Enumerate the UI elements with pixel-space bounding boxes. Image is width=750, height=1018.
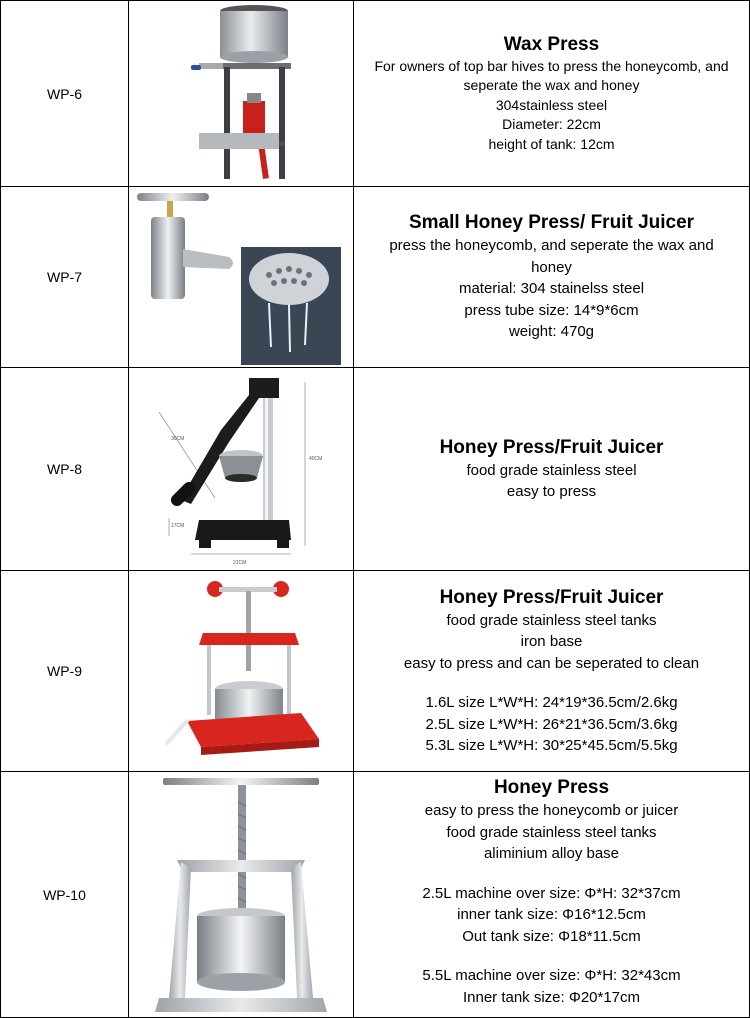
spec-line: press the honeycomb, and seperate the wax and [389,237,714,255]
spec-line: Inner tank size: Φ20*17cm [462,988,641,1006]
aluminium-frame-press-photo [129,772,353,1018]
product-image-cell [129,571,354,772]
product-title: Honey Press/Fruit Juicer [439,586,664,608]
spec-line: food grade stainless steel [466,461,637,479]
spec-line: 5.5L machine over size: Φ*H: 32*43cm [422,967,681,984]
product-image-cell [129,1,354,187]
spec-line: iron base [520,633,583,650]
table-row [1,187,750,368]
spec-line: 1.6L size L*W*H: 24*19*36.5cm/2.6kg [425,694,678,711]
spec-line: weight: 470g [508,323,595,341]
table-row [1,1,750,187]
small-honey-press-photo [129,187,353,368]
product-image-cell [129,368,354,571]
red-frame-press-photo [129,571,353,772]
spec-line: honey [531,258,572,276]
spec-line: easy to press [506,483,597,500]
dimension-label: 30CM [171,436,185,442]
spec-spacer [354,674,749,692]
dimension-label: 40CM [309,456,323,462]
spec-line: seperate the wax and honey [463,77,640,94]
dimension-label: 17CM [171,523,185,529]
spec-line: height of tank: 12cm [488,135,615,152]
product-code: WP-6 [1,1,129,187]
product-code: WP-10 [1,772,129,1018]
product-description [354,368,750,571]
product-image-cell [129,187,354,368]
spec-line: material: 304 stainelss steel [458,280,645,298]
spec-line: 304stainless steel [495,96,608,113]
wax-press-photo [129,1,353,187]
product-description [354,772,750,1018]
product-image-cell [129,772,354,1018]
spec-line: For owners of top bar hives to press the honeycomb, and [374,57,729,74]
table-row [1,368,750,571]
spec-line: easy to press the honeycomb or juicer [424,802,679,819]
spec-line: aliminium alloy base [483,845,620,862]
product-title: Honey Press/Fruit Juicer [439,436,664,458]
product-description [354,1,750,187]
spec-line: inner tank size: Φ16*12.5cm [457,906,646,923]
spec-spacer [354,865,749,883]
spec-line: Diameter: 22cm [502,116,601,133]
product-title: Small Honey Press/ Fruit Juicer [408,212,695,234]
spec-line: 2.5L machine over size: Φ*H: 32*37cm [422,884,681,902]
spec-spacer [354,947,749,965]
spec-line: food grade stainless steel tanks [446,823,657,841]
product-title: Honey Press [493,777,610,798]
table-row [1,571,750,772]
product-code: WP-7 [1,187,129,368]
spec-line: press tube size: 14*9*6cm [464,301,639,319]
spec-line: 2.5L size L*W*H: 26*21*36.5cm/3.6kg [425,715,678,733]
spec-line: easy to press and can be seperated to clean [403,654,700,672]
product-description [354,571,750,772]
product-description [354,187,750,368]
spec-line: 5.3L size L*W*H: 30*25*45.5cm/5.5kg [425,737,678,754]
dimension-label: 21CM [233,560,247,566]
table-row [1,772,750,1018]
product-code: WP-9 [1,571,129,772]
product-title: Wax Press [503,33,600,55]
product-code: WP-8 [1,368,129,571]
lever-juicer-photo [129,368,353,571]
spec-line: Out tank size: Φ18*11.5cm [462,927,641,945]
spec-line: food grade stainless steel tanks [446,611,657,629]
